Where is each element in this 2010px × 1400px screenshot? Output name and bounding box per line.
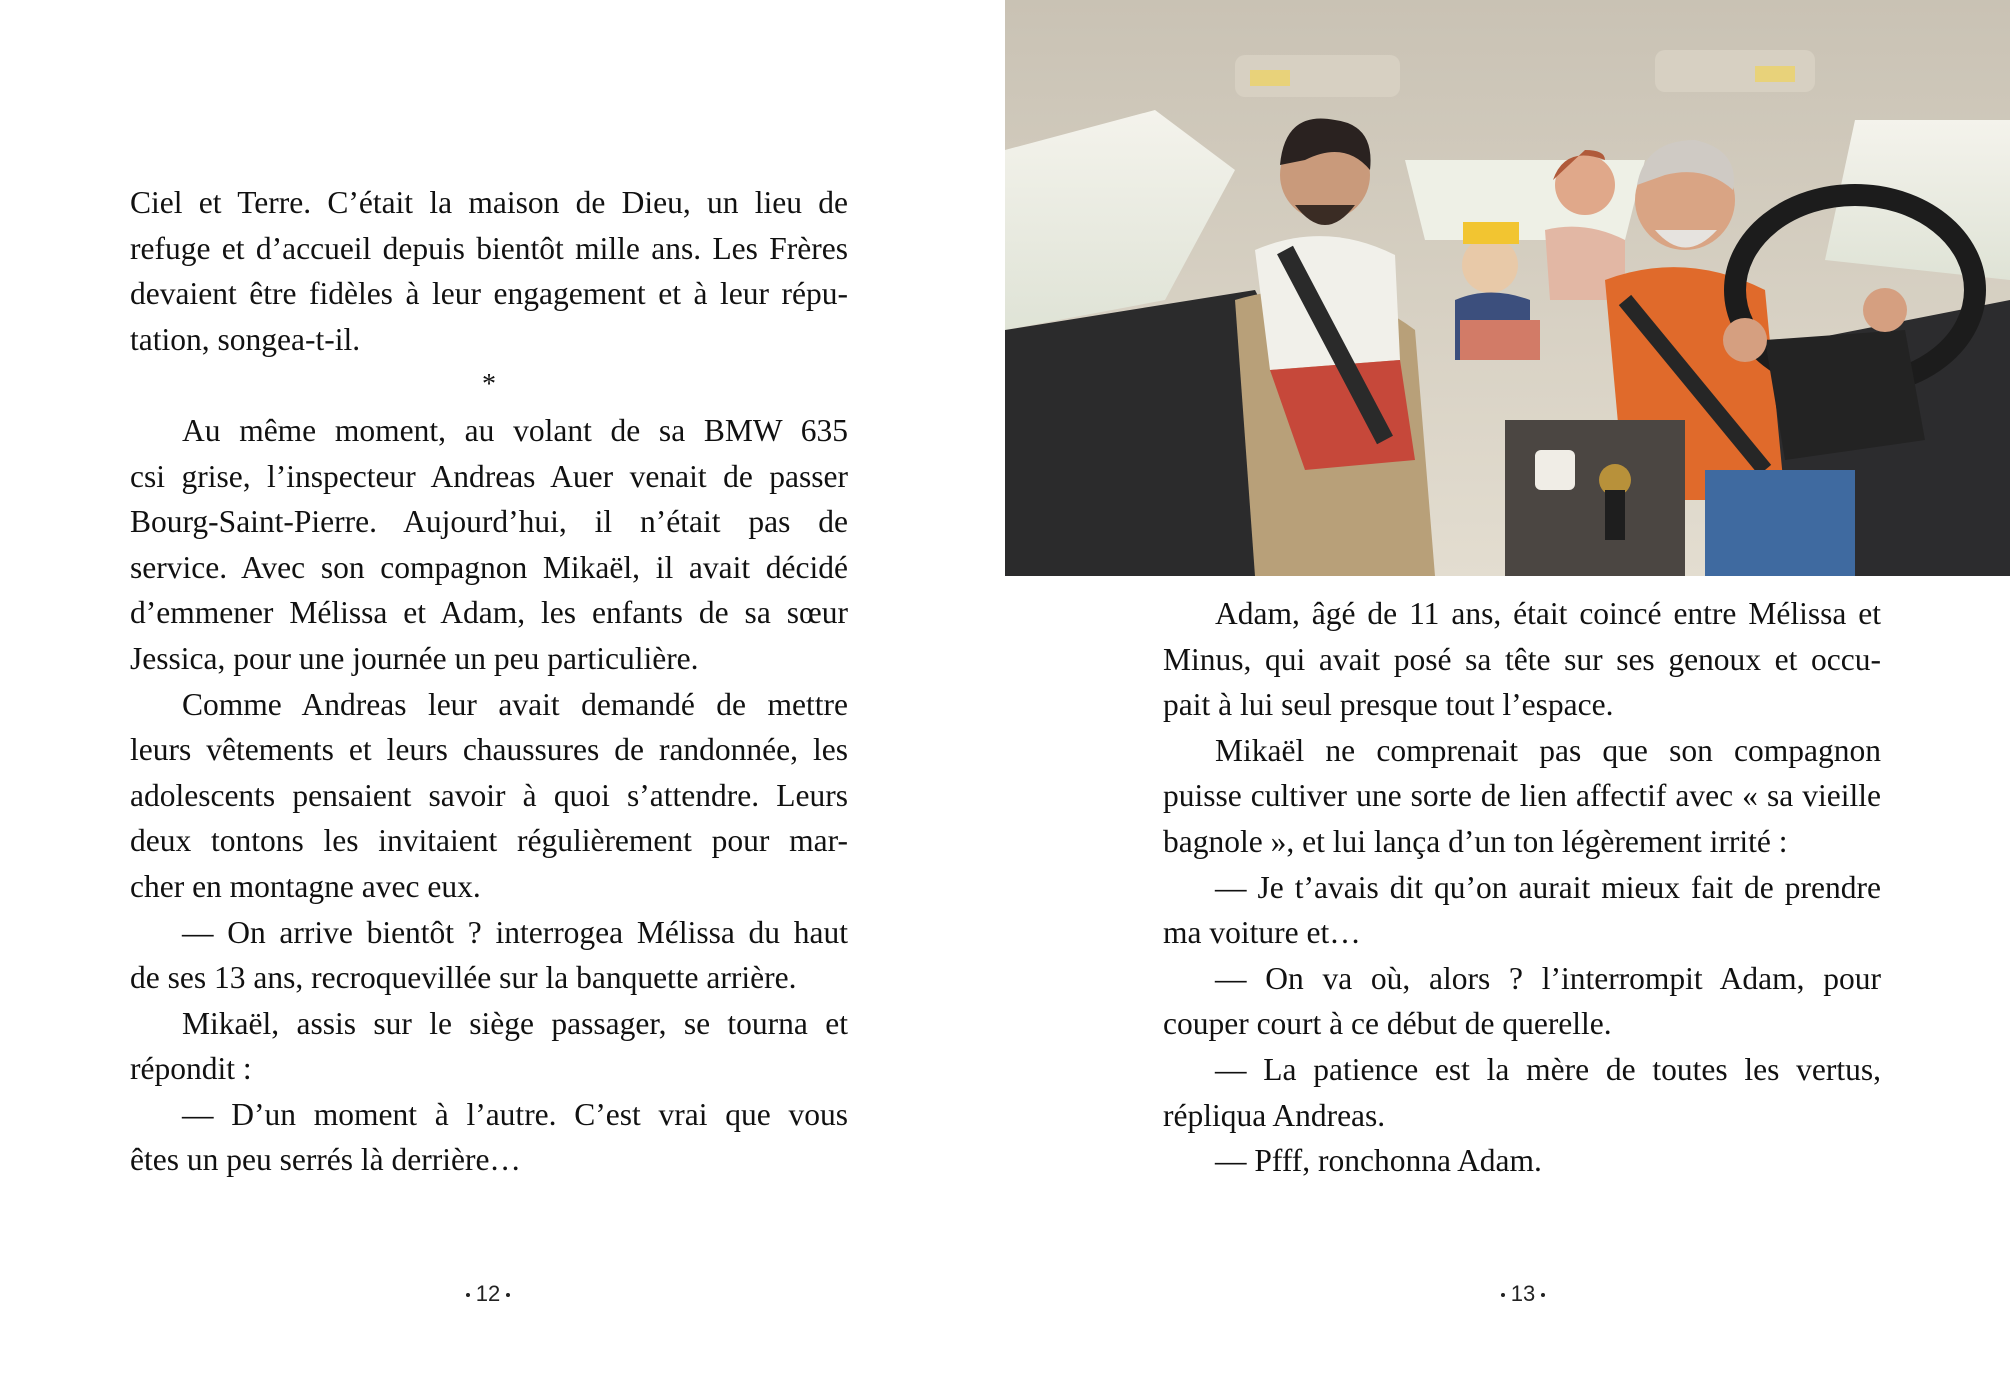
paragraph: Mikaël, assis sur le siège passager, se tourna et [182,1005,848,1041]
page-number: 12 [428,1281,548,1307]
paragraph: répliqua Andreas. [1163,1097,1386,1133]
page-number: 13 [1463,1281,1583,1307]
dot-icon [506,1293,510,1297]
dot-icon [466,1293,470,1297]
paragraph: de ses 13 ans, recroquevillée sur la banquette arrière. [130,960,797,996]
paragraph: tation, songea-t-il. [130,321,361,357]
paragraph: — Pfff, ronchonna Adam. [1215,1143,1542,1179]
dot-icon [1541,1293,1545,1297]
paragraph: Adam, âgé de 11 ans, était coincé entre Mélissa et Minus, qui avait posé sa tête sur ses genoux et occu- [1163,596,1881,677]
paragraph: Comme Andreas leur avait demandé de mettre leurs vêtements et leurs chaussures de randonnée, les adolescents pensaient savoir à quoi s’attendre. Leurs deux tontons les invitaient régulièrement pour mar- [130,686,848,859]
paragraph: pait à lui seul presque tout l’espace. [1163,687,1614,723]
paragraph: couper court à ce début de querelle. [1163,1006,1612,1042]
right-page-text [1163,591,1881,1184]
paragraph: — La patience est la mère de toutes les vertus, [1215,1051,1881,1087]
paragraph: — On arrive bientôt ? interrogea Mélissa du haut [182,914,848,950]
section-separator: * [482,369,496,401]
paragraph: Au même moment, au volant de sa BMW 635 csi grise, l’inspecteur Andreas Auer venait de passer Bourg-Saint-Pierre. Aujourd’hui, il n’était pas de service. Avec son compagnon Mikaël, il avait décidé d’emmener Mélissa et Adam, les enfants de sa sœur [130,412,848,631]
left-page-text [130,180,848,1183]
paragraph: Jessica, pour une journée un peu particulière. [130,640,699,676]
paragraph: êtes un peu serrés là derrière… [130,1142,521,1178]
paragraph: cher en montagne avec eux. [130,868,481,904]
paragraph: Ciel et Terre. C’était la maison de Dieu, un lieu de refuge et d’accueil depuis bientôt mille ans. Les Frères devaient être fidèles à leur engagement et à leur répu- [130,185,848,312]
paragraph: — Je t’avais dit qu’on aurait mieux fait de prendre [1215,869,1881,905]
paragraph: ma voiture et… [1163,915,1361,951]
paragraph: — D’un moment à l’autre. C’est vrai que vous [182,1096,848,1132]
right-page [1005,0,2010,1400]
dot-icon [1501,1293,1505,1297]
paragraph: bagnole », et lui lança d’un ton légèrement irrité : [1163,823,1788,859]
paragraph: répondit : [130,1051,252,1087]
paragraph: Mikaël ne comprenait pas que son compagnon puisse cultiver une sorte de lien affectif avec « sa vieille [1163,732,1881,814]
car-interior-illustration-icon [1005,0,2010,576]
paragraph: — On va où, alors ? l’interrompit Adam, pour [1215,960,1881,996]
